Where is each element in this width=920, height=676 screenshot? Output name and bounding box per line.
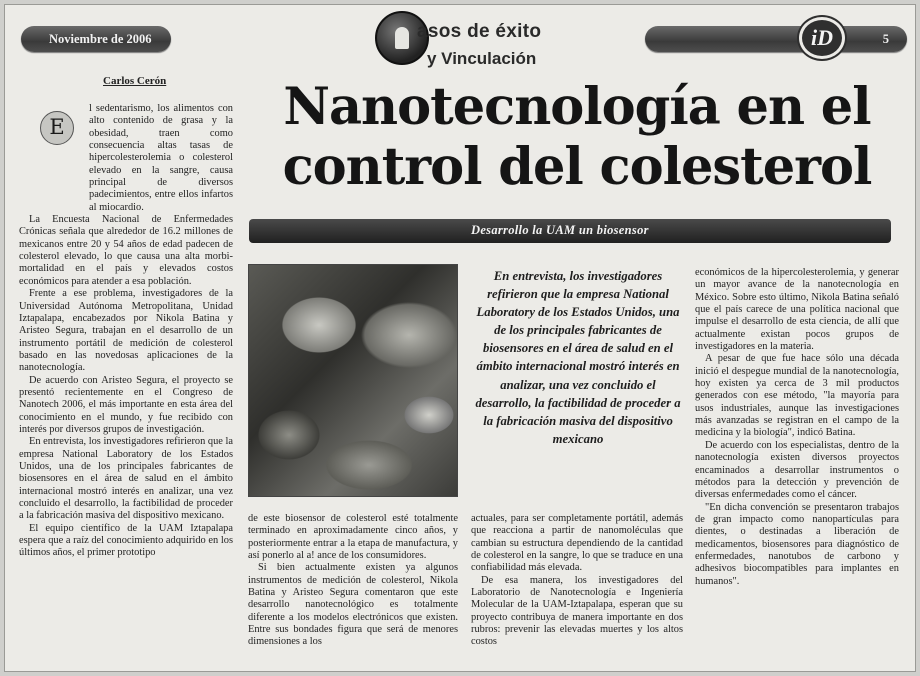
headline-line2: control del colesterol [282, 137, 872, 197]
issue-date: Noviembre de 2006 [49, 32, 152, 46]
dropcap: E [40, 111, 74, 145]
column-2 [248, 513, 458, 649]
food-photo [248, 264, 458, 497]
paragraph: de este biosensor de colesterol esté totalmente terminado en aproximadamente cinco años, y posteriormente entrar a la etapa de manufactura, y así ponerlo al a! ance de los consumidores. [248, 513, 458, 562]
page-number: 5 [882, 32, 889, 46]
column-1 [19, 103, 233, 560]
paragraph: De acuerdo con los especialistas, dentro de la nanotecnología existen diversos proyectos encaminados a desarrollar instrumentos o métodos para la detección y prevención de diversas enfermedades como el cáncer. [695, 439, 899, 501]
column-3 [471, 513, 683, 649]
paragraph: "En dicha convención se presentaron trabajos de gran impacto como nanopartículas para dientes, o destinadas a liberación de medicamentos, biosensores para diagnóstico de enfermedades, nanotubos de carbono y adhesivos biocompatibles para implantes en humanos". [695, 501, 899, 587]
paragraph: En entrevista, los investigadores refirieron que la empresa National Laboratory de los Estados Unidos, una de los principales fabricantes de biosensores en el área de salud en el ámbito internacional mostró interés en analizar, una vez concluido el desarrollo, la factibilidad de proceder a la fabricación masiva del dispositivo mexicano. [19, 436, 233, 522]
paragraph: El equipo científico de la UAM Iztapalapa espera que a raíz del conocimiento adquirido en los últimos años, el primer prototipo [19, 522, 233, 559]
paragraph: l sedentarismo, los alimentos con alto contenido de grasa y la obesidad, traen como consecuencia altas tasas de hipercolesterolemia o colesterol elevado en la sangre, causa principal de diversos padecimientos, entre ellos infartos al miocardio. [89, 103, 233, 213]
headline [245, 77, 909, 197]
paragraph: actuales, para ser completamente portátil, además que reacciona a partir de nanomoléculas que cambian su estructura dependiendo de la cantidad de colesterol en la sangre, lo que se traduce en una confiabilidad más elevada. [471, 513, 683, 574]
paragraph: La Encuesta Nacional de Enfermedades Crónicas señala que alrededor de 16.2 millones de mexicanos entre 20 y 54 años de edad padecen de colesterol elevado, lo que causa una alta morbi-mortalidad en el país y elevados costos económicos para atender a esa población. [19, 214, 233, 287]
column-4 [695, 267, 899, 588]
paragraph: Frente a ese problema, investigadores de la Universidad Autónoma Metropolitana, Unidad Iztapalapa, encabezados por Nikola Batina y Aristeo Segura, trabajan en el desarrollo de un instrumento portátil de medición de colesterol basado en las novedosas aplicaciones de la nanotecnología. [19, 288, 233, 374]
subtitle: Desarrollo la UAM un biosensor [471, 223, 649, 237]
id-logo: iD [799, 17, 845, 59]
paragraph: De esa manera, los investigadores del Laboratorio de Nanotecnología e Ingeniería Molecular de la UAM-Iztapalapa, esperan que su proyecto contribuya de manera importante en dos rubros: prevenir las elevadas muertes y los altos costos [471, 574, 683, 648]
section-name-line2: y Vinculación [427, 49, 537, 68]
paragraph: económicos de la hipercolesterolemia, y generar un mayor avance de la nanotecnología en México. Sobre esto último, Nikola Batina señaló que el país carece de una política nacional que impulse el desarrollo de esta ciencia, de allí que actualmente existan pocos grupos de investigadores en la materia. [695, 267, 899, 353]
pull-quote: En entrevista, los investigadores refirieron que la empresa National Laboratory de los Estados Unidos, una de los principales fabricantes de biosensores en el área de salud en el ámbito internacional mostró interés en analizar, una vez concluido el desarrollo, la factibilidad de proceder a la fabricación masiva del dispositivo mexicano [475, 269, 681, 446]
newspaper-page [4, 4, 916, 672]
subtitle-bar [249, 219, 891, 243]
date-banner [21, 26, 171, 52]
page-number-banner [645, 26, 907, 52]
paragraph: Si bien actualmente existen ya algunos instrumentos de medición de colesterol, Nikola Batina y Aristeo Segura comentaron que este desarrollo nanotecnológico es totalmente diferente a los modelos electrónicos que existen. Entre sus bondades figura que será de menores dimensiones a los [248, 562, 458, 648]
paragraph: A pesar de que fue hace sólo una década inició el despegue mundial de la nanotecnología, hoy existen ya cerca de 3 mil productos generados con ese método, "la mayoría para usos industriales, aunque las investigaciones más avanzadas se registran en el campo de la medicina y la biología", indicó Batina. [695, 353, 899, 439]
paragraph: De acuerdo con Aristeo Segura, el proyecto se presentó recientemente en el Congreso de Nanotech 2006, el más importante en esta área del conocimiento en el mundo, y fue recibido con interés por diversos grupos de investigación. [19, 374, 233, 435]
author-byline: Carlos Cerón [103, 75, 167, 87]
section-logo [375, 7, 555, 73]
section-name-line1: asos de éxito [417, 21, 542, 42]
headline-line1: Nanotecnología en el [283, 77, 871, 137]
